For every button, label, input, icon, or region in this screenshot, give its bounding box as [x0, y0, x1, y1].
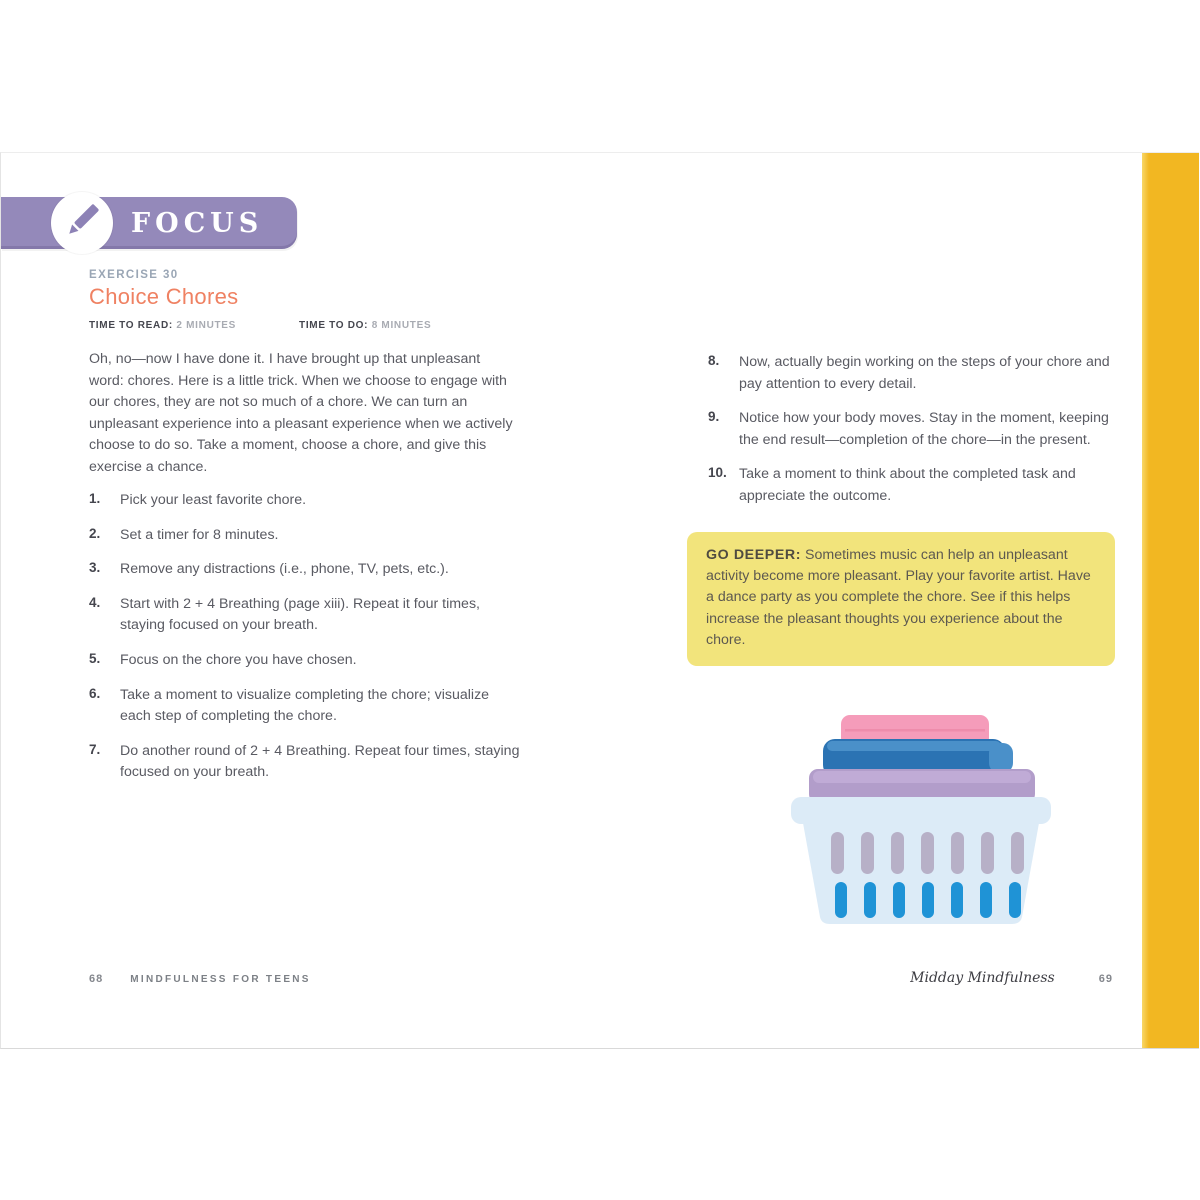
step-number: 6. — [89, 685, 101, 701]
steps-list-left — [89, 490, 523, 797]
running-chapter-title: Midday Mindfulness — [910, 970, 1055, 986]
step-text: Take a moment to think about the completed task and appreciate the outcome. — [739, 466, 1076, 504]
go-deeper-label: GO DEEPER: — [706, 547, 802, 563]
list-item — [89, 559, 523, 581]
steps-list-right — [708, 352, 1112, 521]
exercise-number-label: EXERCISE 30 — [89, 269, 179, 281]
step-text: Remove any distractions (i.e., phone, TV, pets, etc.). — [120, 561, 449, 578]
page-number: 69 — [1098, 973, 1113, 985]
step-number: 3. — [89, 560, 101, 576]
time-to-read-value: 2 MINUTES — [176, 320, 237, 331]
step-text: Do another round of 2 + 4 Breathing. Repeat four times, staying focused on your breath. — [120, 742, 520, 781]
page-number: 68 — [89, 973, 104, 985]
list-item — [708, 408, 1112, 451]
left-page-footer — [89, 973, 311, 985]
list-item — [89, 594, 523, 637]
step-number: 10. — [708, 465, 727, 481]
go-deeper-text: Sometimes music can help an unpleasant activity become more pleasant. Play your favorite artist. Have a dance party as you complete the chore. See if this helps increase the pleasant thoughts you experience about the chore. — [706, 547, 1091, 648]
running-book-title: MINDFULNESS FOR TEENS — [130, 974, 311, 985]
step-text: Now, actually begin working on the steps of your chore and pay attention to every detail. — [739, 354, 1110, 392]
step-text: Notice how your body moves. Stay in the moment, keeping the end result—completion of the chore—in the present. — [739, 410, 1109, 448]
time-to-do-label: TIME TO DO: — [299, 320, 369, 331]
list-item — [89, 525, 523, 547]
right-page-footer — [881, 970, 1113, 986]
intro-paragraph: Oh, no—now I have done it. I have brought up that unpleasant word: chores. Here is a little trick. When we choose to engage with our chores, they are not so much of a chore. We can turn an unpleasant experience into a pleasant experience when we actively choose to do so. Take a moment, choose a chore, and give this exercise a chance. — [89, 351, 513, 475]
list-item — [89, 741, 523, 784]
step-number: 1. — [89, 491, 101, 506]
step-number: 4. — [89, 594, 101, 610]
step-text: Focus on the chore you have chosen. — [120, 651, 357, 668]
book-spread — [0, 152, 1199, 1049]
list-item — [89, 650, 523, 672]
step-number: 9. — [708, 409, 720, 425]
time-to-read-label: TIME TO READ: — [89, 320, 173, 331]
banner-icon-circle — [51, 192, 113, 254]
step-text: Take a moment to visualize completing the chore; visualize each step of completing the chore. — [120, 686, 490, 725]
time-to-do-value: 8 MINUTES — [371, 320, 432, 331]
step-number: 7. — [89, 741, 101, 757]
focus-banner — [1, 197, 297, 249]
step-text: Start with 2 + 4 Breathing (page xiii). Repeat it four times, staying focused on your breath. — [120, 595, 480, 634]
go-deeper-callout — [687, 532, 1115, 666]
banner-label: FOCUS — [131, 207, 264, 239]
time-info-row — [89, 320, 431, 331]
list-item — [708, 464, 1112, 507]
pencil-icon — [51, 190, 113, 257]
page-edge-stripe — [1142, 153, 1199, 1048]
list-item — [708, 352, 1112, 395]
step-number: 8. — [708, 353, 720, 368]
list-item — [89, 685, 523, 728]
list-item — [89, 490, 523, 512]
laundry-basket-illustration — [789, 711, 1053, 929]
step-number: 5. — [89, 650, 101, 666]
exercise-title: Choice Chores — [89, 284, 239, 309]
step-text: Pick your least favorite chore. — [120, 492, 307, 508]
step-text: Set a timer for 8 minutes. — [120, 526, 279, 543]
step-number: 2. — [89, 525, 101, 541]
